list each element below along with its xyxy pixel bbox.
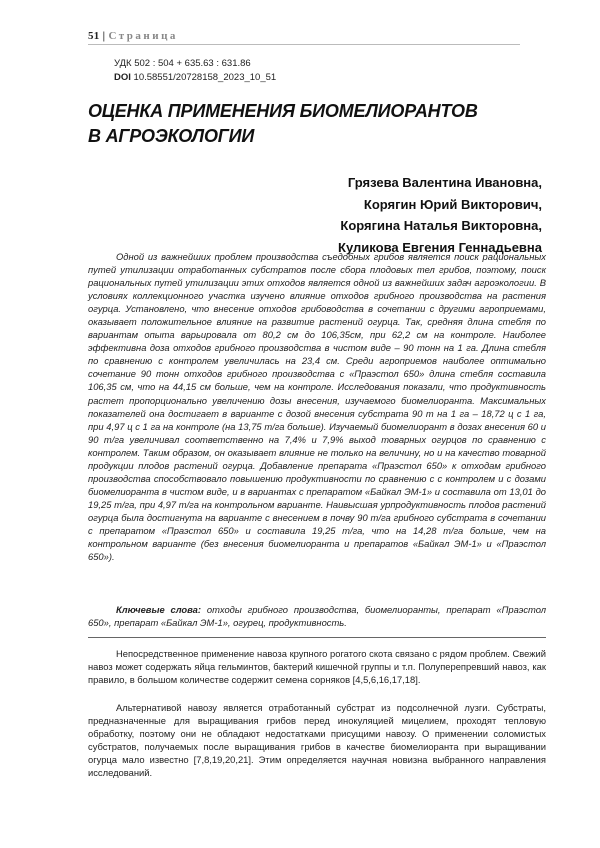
body-paragraph-2: Альтернативой навозу является отработанный субстрат из подсолнечной лузги. Субстраты, предназначенные для выращивания грибов перед инокуляцией мицелием, проходят тепловую обработку, поэтому они не обладают недостатками присущими навозу. О применении соломистых субстратов, получаемых после выращивания грибов в качестве биомелиоранта при выращивании огурца мало известно [7,8,19,20,21]. Этим определяется научная новизна выбранного направления исследований. [88,702,546,779]
doi-value: 10.58551/20728158_2023_10_51 [133,72,277,83]
keywords-text: отходы грибного производства, биомелиоранты, препарат «Праэстол 650», препарат «Байкал ЭМ-1», огурец, продуктивность. [88,604,546,629]
page-label: Страница [108,30,178,42]
header-separator: | [102,30,106,42]
section-divider [88,637,546,638]
abstract: Одной из важнейших проблем производства съедобных грибов является поиск рациональных путей утилизации отработанных субстратов после сбора плодовых тел грибов, поэтому, поиск рациональных путей утилизации этих отходов является одной из важнейших задач агроэкологии. В условиях коллекционного участка изучено влияние отходов грибного производства на растения огурца. Установлено, что внесение отходов грибоводства в сочетании с другими агроприемами, оказывает положительное влияние на развитие растений огурца. Так, средняя длина стебля по вариантам опыта варьировала от 80,2 см до 106,35см, при 62,2 см на контроле. Наиболее эффективна доза отходов грибного производства в чистом виде – 90 тонн на 1 га. Длина стебля по сравнению с контролем увеличилась на 23,4 см. Среди агроприемов наиболее оптимально сочетание 90 тонн отходов грибного производства с «Праэстол 650» длина стебля составила 106,35 см, что на 44,15 см больше, чем на контроле. Исследования показали, что продуктивность растет пропорционально увеличению дозы внесения, изучаемого биомелиоранта. Максимальных показателей она достигает в варианте с дозой внесения субстрата 90 т на 1 га – 18,72 ц с 1 га, при 4,97 ц с 1 га на контроле (на 13,75 т/га больше). Изучаемый биомелиорант в дозах внесения 60 и 90 т/га увеличивал соответственно на 7,4% и 7,9% выход товарных огурцов по сравнению с контролем. Таким образом, он оказывает влияние не только на величину, но и на качество товарной продукции плодов растений огурца. Добавление препарата «Праэстол 650» к отходам грибного производства способствовало повышению продуктивности по сравнению с с контролем и с дозами биомелиоранта в чистом виде, и в вариантах с препаратом «Байкал ЭМ-1» и составила от 13,01 до 19,25 т/га, при 4,97 т/га на контрольном варианте. Наивысшая урпродуктивность плодов растений огурца была достигнута на варианте с внесением в почву 90 т/га грибного субстрата в сочетании с препаратом «Праэстол 650» и составила 19,25 т/га, что на 14,28 т/га больше, чем на контрольном варианте (без внесения биомелиоранта и препаратов «Байкал ЭМ-1» и «Праэстол 650»). [88,251,546,563]
doi-line [114,72,276,83]
doi-label: DOI [114,72,131,83]
author-2: Корягин Юрий Викторович, [363,196,542,212]
author-list [338,172,542,258]
keywords [88,603,546,629]
author-4: Куликова Евгения Геннадьевна [338,239,542,255]
author-1: Грязева Валентина Ивановна, [347,175,542,190]
page-number: 51 [88,30,100,42]
udk-code: УДК 502 : 504 + 635.63 : 631.86 [114,58,251,69]
page-header [88,30,178,42]
body-paragraph-1: Непосредственное применение навоза крупного рогатого скота связано с рядом проблем. Свежий навоз может содержать яйца гельминтов, бактерий кишечной группы и т.п. Полуперепревший навоз, как правило, в большом количестве содержит семена сорняков [4,5,6,16,17,18]. [88,648,546,686]
keywords-label: Ключевые слова: [116,604,202,615]
author-3: Корягина Наталья Викторовна, [340,218,542,233]
title-line-1: ОЦЕНКА ПРИМЕНЕНИЯ БИОМЕЛИОРАНТОВ [88,101,478,121]
article-title [88,99,518,149]
title-line-2: В АГРОЭКОЛОГИИ [88,126,255,146]
header-rule [88,44,520,45]
